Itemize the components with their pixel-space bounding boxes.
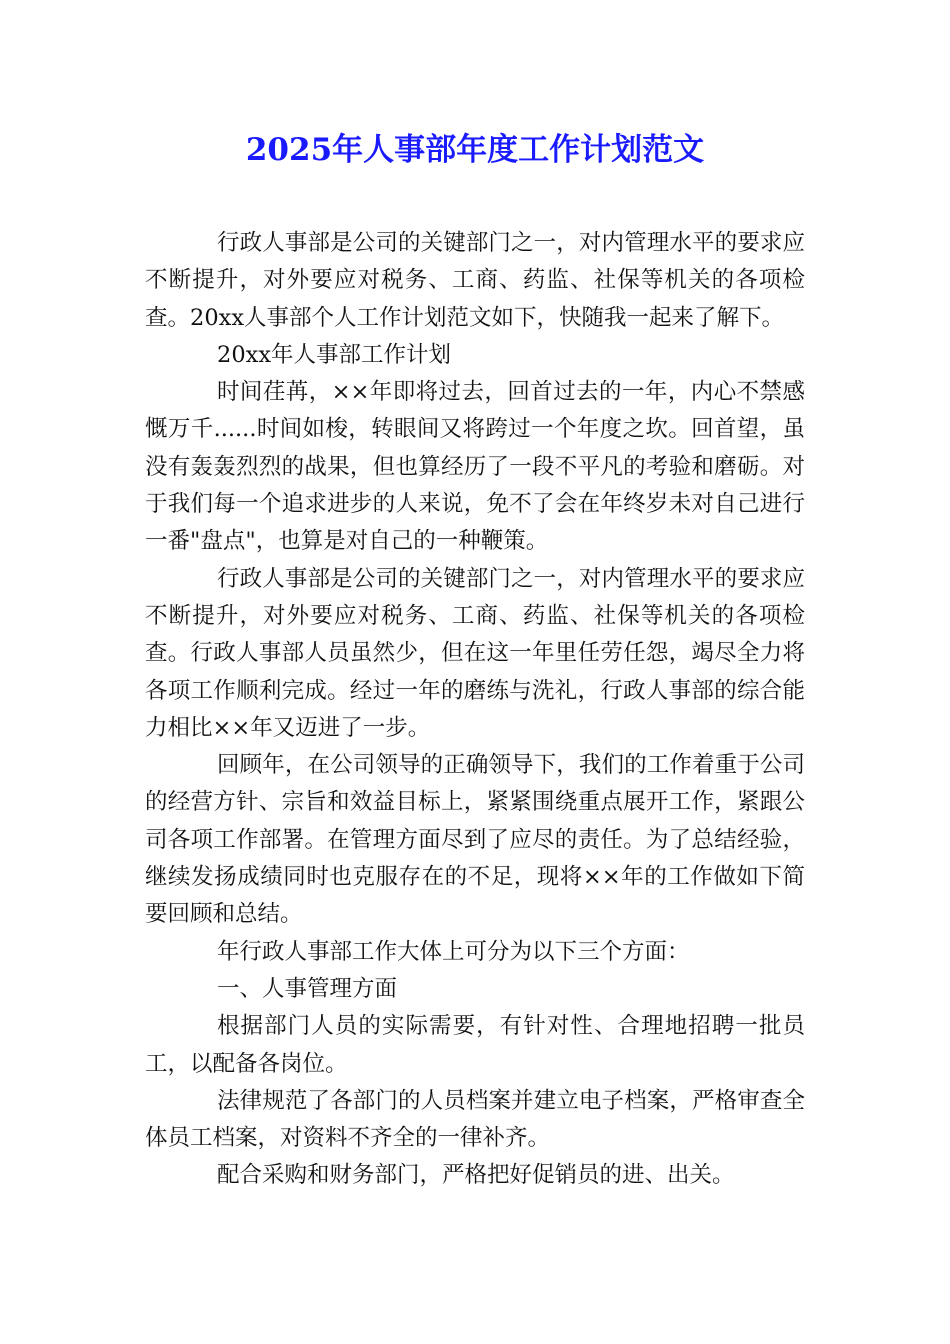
paragraph-recruiting: 根据部门人员的实际需要，有针对性、合理地招聘一批员工，以配备各岗位。 [145, 1013, 805, 1077]
paragraph-reflection: 时间荏苒，××年即将过去，回首过去的一年，内心不禁感慨万千......时间如梭，转眼间又将跨过一个年度之坎。回首望，虽没有轰轰烈烈的战果，但也算经历了一段不平凡的考验和磨砺。对于我们每一个追求进步的人来说，免不了会在年终岁未对自己进行一番"盘点"，也算是对自己的一种鞭策。 [145, 379, 805, 555]
paragraph-promoters: 配合采购和财务部门，严格把好促销员的进、出关。 [217, 1162, 735, 1189]
section-heading-personnel: 一、人事管理方面 [217, 975, 398, 1002]
paragraph-archives: 法律规范了各部门的人员档案并建立电子档案，严格审查全体员工档案，对资料不齐全的一律补齐。 [145, 1087, 805, 1152]
paragraph-department: 行政人事部是公司的关键部门之一，对内管理水平的要求应不断提升，对外要应对税务、工商、药监、社保等机关的各项检查。行政人事部人员虽然少，但在这一年里任劳任怨，竭尽全力将各项工作顺利完成。经过一年的磨练与洗礼，行政人事部的综合能力相比××年又迈进了一步。 [145, 565, 805, 741]
document-body [145, 225, 805, 1195]
paragraph-review: 回顾年，在公司领导的正确领导下，我们的工作着重于公司的经营方针、宗旨和效益目标上，紧紧围绕重点展开工作，紧跟公司各项工作部署。在管理方面尽到了应尽的责任。为了总结经验，继续发扬成绩同时也克服存在的不足，现将××年的工作做如下简要回顾和总结。 [145, 752, 805, 928]
paragraph-intro: 行政人事部是公司的关键部门之一，对内管理水平的要求应不断提升，对外要应对税务、工商、药监、社保等机关的各项检查。20xx人事部个人工作计划范文如下，快随我一起来了解下。 [145, 230, 805, 331]
paragraph-plan-heading: 20xx年人事部工作计划 [217, 341, 452, 368]
document-title: 2025年人事部年度工作计划范文 [245, 132, 705, 168]
paragraph-overview: 年行政人事部工作大体上可分为以下三个方面： [217, 938, 690, 965]
